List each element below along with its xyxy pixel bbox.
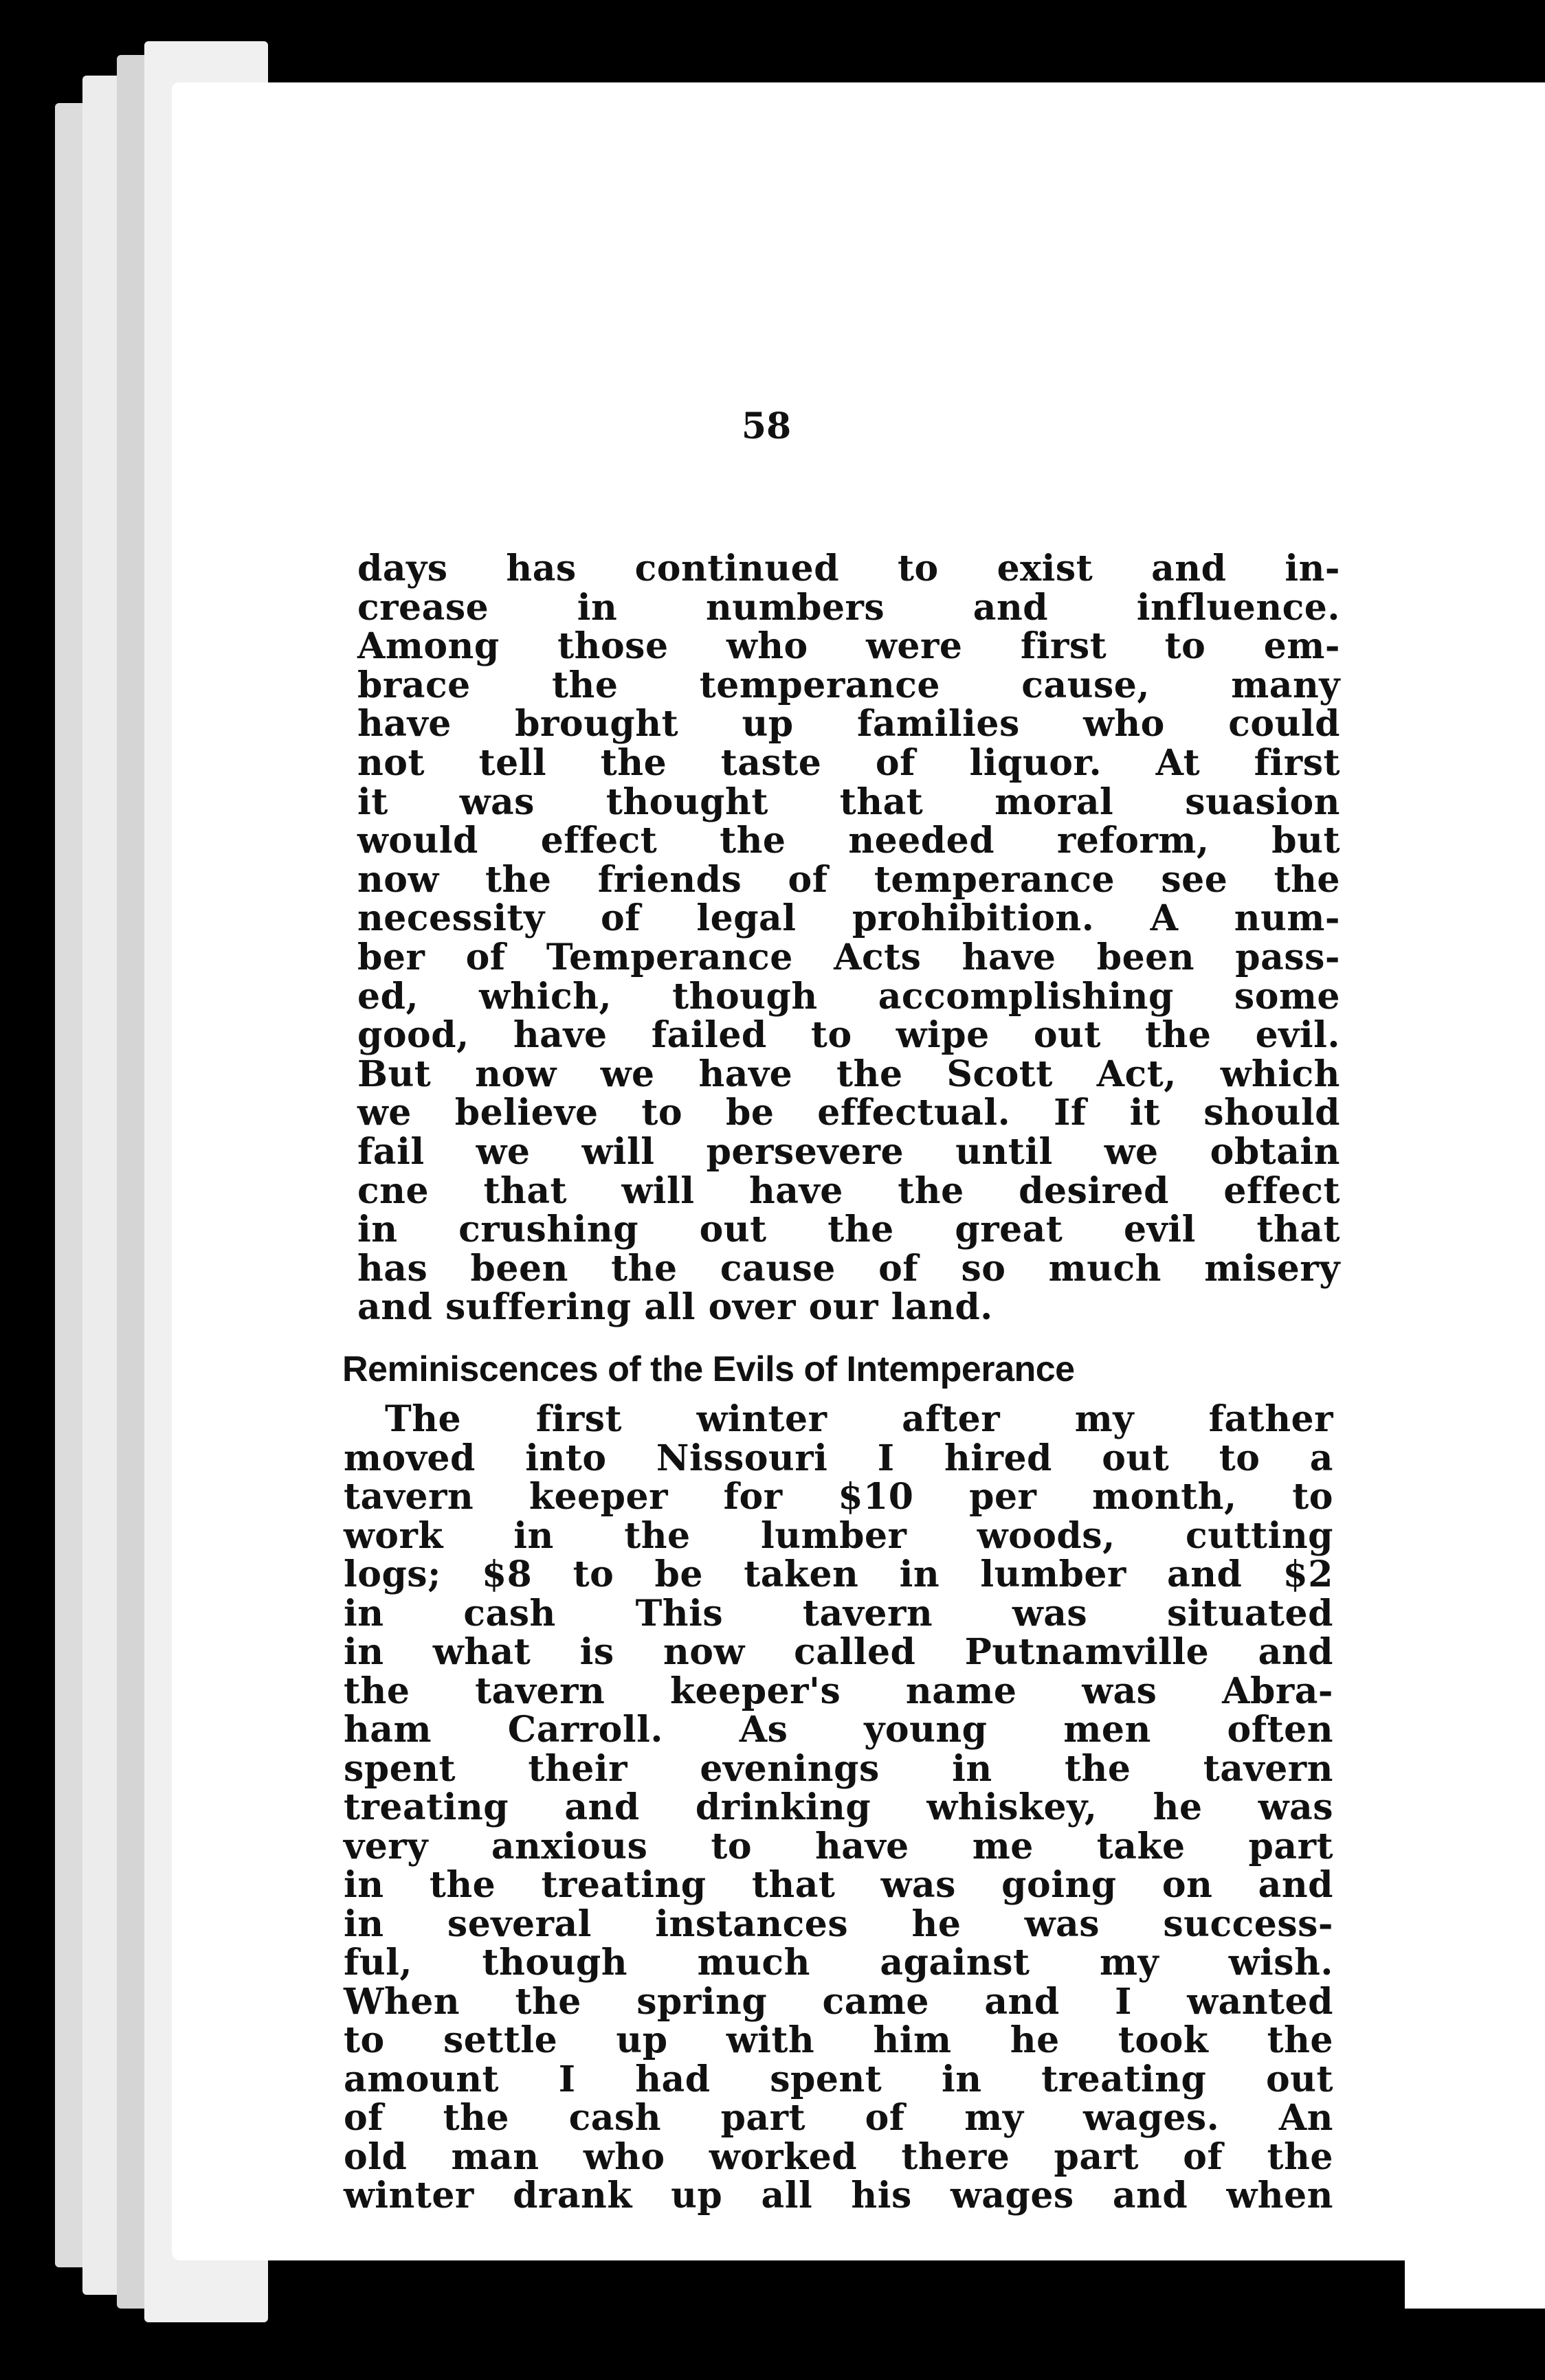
text-line: to settle up with him he took the — [344, 2019, 1333, 2061]
page-number: 58 — [741, 405, 792, 447]
text-line: But now we have the Scott Act, which — [357, 1053, 1340, 1095]
text-line: Among those who were first to em- — [357, 625, 1340, 668]
text-line: ham Carroll. As young men often — [344, 1709, 1333, 1751]
text-line: The first winter after my father — [385, 1398, 1333, 1440]
text-line: spent their evenings in the tavern — [344, 1747, 1333, 1790]
text-line: has been the cause of so much misery — [357, 1247, 1340, 1290]
text-line: days has continued to exist and in- — [357, 548, 1340, 590]
text-line: old man who worked there part of the — [344, 2135, 1333, 2178]
text-line: in cash This tavern was situated — [344, 1592, 1333, 1635]
text-line: have brought up families who could — [357, 703, 1340, 745]
text-line: When the spring came and I wanted — [344, 1980, 1333, 2023]
text-line: in crushing out the great evil that — [357, 1209, 1340, 1251]
text-line: brace the temperance cause, many — [357, 664, 1340, 706]
text-line: very anxious to have me take part — [344, 1825, 1333, 1867]
text-line: now the friends of temperance see the — [357, 858, 1340, 901]
text-line: it was thought that moral suasion — [357, 781, 1340, 823]
text-line: ful, though much against my wish. — [344, 1942, 1333, 1984]
text-line: in several instances he was success- — [344, 1902, 1333, 1945]
book-page — [172, 82, 1416, 2260]
text-line: in the treating that was going on and — [344, 1864, 1333, 1906]
text-line: good, have failed to wipe out the evil. — [357, 1014, 1340, 1057]
text-line: winter drank up all his wages and when — [344, 2175, 1333, 2216]
text-line: crease in numbers and influence. — [357, 586, 1340, 629]
text-line: in what is now called Putnamville and — [344, 1631, 1333, 1673]
text-line: we believe to be effectual. If it should — [357, 1092, 1340, 1134]
paragraph-1 — [357, 550, 1340, 1327]
text-line: logs; $8 to be taken in lumber and $2 — [344, 1553, 1333, 1595]
text-line: tavern keeper for $10 per month, to — [344, 1476, 1333, 1518]
text-line: treating and drinking whiskey, he was — [344, 1786, 1333, 1828]
text-line: the tavern keeper's name was Abra- — [344, 1670, 1333, 1712]
text-line: ed, which, though accomplishing some — [357, 975, 1340, 1018]
text-line: cne that will have the desired effect — [357, 1169, 1340, 1212]
text-line: moved into Nissouri I hired out to a — [344, 1437, 1333, 1479]
text-line: of the cash part of my wages. An — [344, 2097, 1333, 2139]
paragraph-2 — [344, 1400, 1333, 2216]
text-line: fail we will persevere until we obtain — [357, 1130, 1340, 1173]
text-line: work in the lumber woods, cutting — [344, 1514, 1333, 1557]
text-line: amount I had spent in treating out — [344, 2058, 1333, 2100]
text-line: and suffering all over our land. — [357, 1286, 993, 1329]
section-heading: Reminiscences of the Evils of Intemperance — [342, 1349, 1075, 1389]
text-line: would effect the needed reform, but — [357, 820, 1340, 862]
text-line: ber of Temperance Acts have been pass- — [357, 936, 1340, 978]
facing-page-edge — [1402, 82, 1545, 2309]
text-line: not tell the taste of liquor. At first — [357, 741, 1340, 784]
text-line: necessity of legal prohibition. A num- — [357, 897, 1340, 940]
